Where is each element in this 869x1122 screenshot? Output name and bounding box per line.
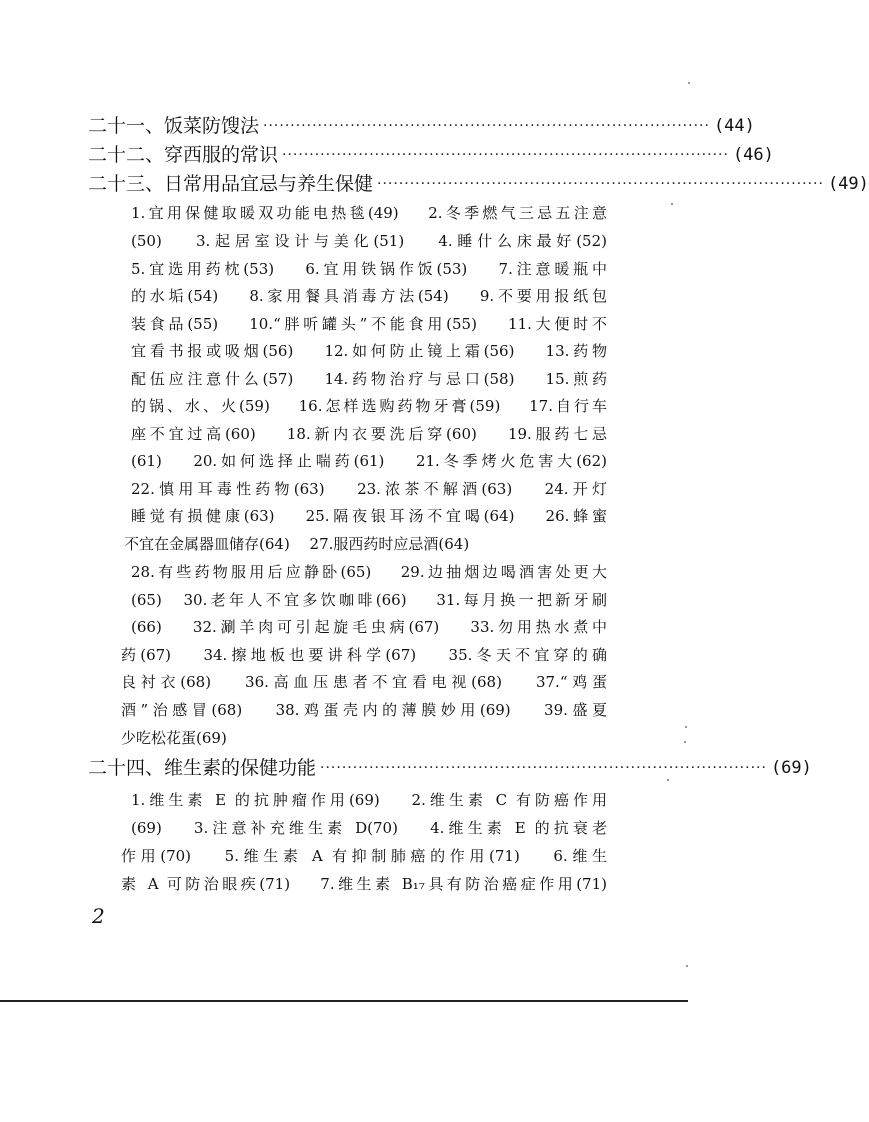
heading-title: 二十四、维生素的保健功能	[88, 757, 317, 779]
toc-entry-line: 配伍应注意什么(57) 14.药物治疗与忌口(58) 15.煎药	[131, 370, 607, 388]
toc-entry-line: 宜看书报或吸烟(56) 12.如何防止镜上霜(56) 13.药物	[131, 342, 607, 360]
toc-entry-line: 1.维生素 E 的抗肿瘤作用(69) 2.维生素 C 有防癌作用	[131, 791, 607, 809]
toc-entry-line: 睡觉有损健康(63) 25.隔夜银耳汤不宜喝(64) 26.蜂蜜	[131, 507, 607, 525]
scan-speck	[667, 779, 669, 781]
toc-heading-22	[88, 141, 774, 169]
dot-leader: ··················································································	[282, 147, 729, 163]
toc-entry-line: (50) 3.起居室设计与美化(51) 4.睡什么床最好(52)	[131, 232, 607, 250]
heading-title: 二十三、日常用品宜忌与养生保健	[88, 173, 374, 195]
scan-speck	[684, 741, 686, 743]
toc-entry-line: (66) 32.涮羊肉可引起旋毛虫病(67) 33.勿用热水煮中	[131, 618, 607, 636]
scan-speck	[688, 82, 690, 84]
heading-page-ref: (69)	[770, 758, 812, 778]
toc-heading-24	[88, 754, 812, 782]
toc-entry-line: 1.宜用保健取暖双功能电热毯(49) 2.冬季燃气三忌五注意	[131, 204, 607, 222]
heading-title: 二十二、穿西服的常识	[88, 144, 279, 166]
heading-page-ref: (49)	[827, 174, 869, 194]
toc-entry-line: 良衬衣(68) 36.高血压患者不宜看电视(68) 37.“鸡蛋	[121, 673, 607, 691]
toc-heading-23	[88, 170, 869, 198]
toc-entry-line: 不宜在金属器皿储存(64) 27.服西药时应忌酒(64)	[124, 535, 470, 553]
heading-page-ref: (44)	[713, 116, 755, 136]
toc-entry-line: 素 A 可防治眼疾(71) 7.维生素 B₁₇具有防治癌症作用(71)	[121, 875, 607, 893]
toc-entry-line: (65) 30.老年人不宜多饮咖啡(66) 31.每月换一把新牙刷	[131, 591, 607, 609]
dot-leader: ··················································································	[320, 760, 767, 776]
toc-entry-line: 的锅、水、火(59) 16.怎样选购药物牙膏(59) 17.自行车	[131, 397, 607, 415]
toc-entry-line: 装食品(55) 10.“胖听罐头”不能食用(55) 11.大便时不	[131, 315, 607, 333]
toc-entry-line: 酒”治感冒(68) 38.鸡蛋壳内的薄膜妙用(69) 39.盛夏	[121, 701, 607, 719]
toc-entry-line: 28.有些药物服用后应静卧(65) 29.边抽烟边喝酒害处更大	[131, 563, 607, 581]
heading-page-ref: (46)	[732, 145, 774, 165]
page-number: 2	[92, 904, 105, 928]
toc-entry-line: 座不宜过高(60) 18.新内衣要洗后穿(60) 19.服药七忌	[131, 425, 607, 443]
toc-entry-line: 少吃松花蛋(69)	[121, 729, 227, 747]
toc-entry-line: (61) 20.如何选择止喘药(61) 21.冬季烤火危害大(62)	[131, 452, 607, 470]
toc-entry-line: (69) 3.注意补充维生素 D(70) 4.维生素 E 的抗衰老	[131, 819, 607, 837]
toc-entry-line: 5.宜选用药枕(53) 6.宜用铁锅作饭(53) 7.注意暖瓶中	[131, 260, 607, 278]
toc-entry-line: 药(67) 34.擦地板也要讲科学(67) 35.冬天不宜穿的确	[121, 646, 607, 664]
heading-title: 二十一、饭菜防馊法	[88, 115, 260, 137]
scan-speck	[686, 965, 688, 967]
toc-entry-line: 的水垢(54) 8.家用餐具消毒方法(54) 9.不要用报纸包	[131, 287, 607, 305]
toc-entry-line: 22.慎用耳毒性药物(63) 23.浓茶不解酒(63) 24.开灯	[131, 480, 607, 498]
dot-leader: ··················································································	[263, 118, 710, 134]
toc-entry-line: 作用(70) 5.维生素 A 有抑制肺癌的作用(71) 6.维生	[121, 847, 607, 865]
dot-leader: ··················································································	[377, 176, 824, 192]
bottom-rule	[0, 1000, 688, 1002]
scan-speck	[671, 203, 673, 205]
toc-heading-21	[88, 112, 755, 140]
scan-speck	[685, 726, 687, 728]
